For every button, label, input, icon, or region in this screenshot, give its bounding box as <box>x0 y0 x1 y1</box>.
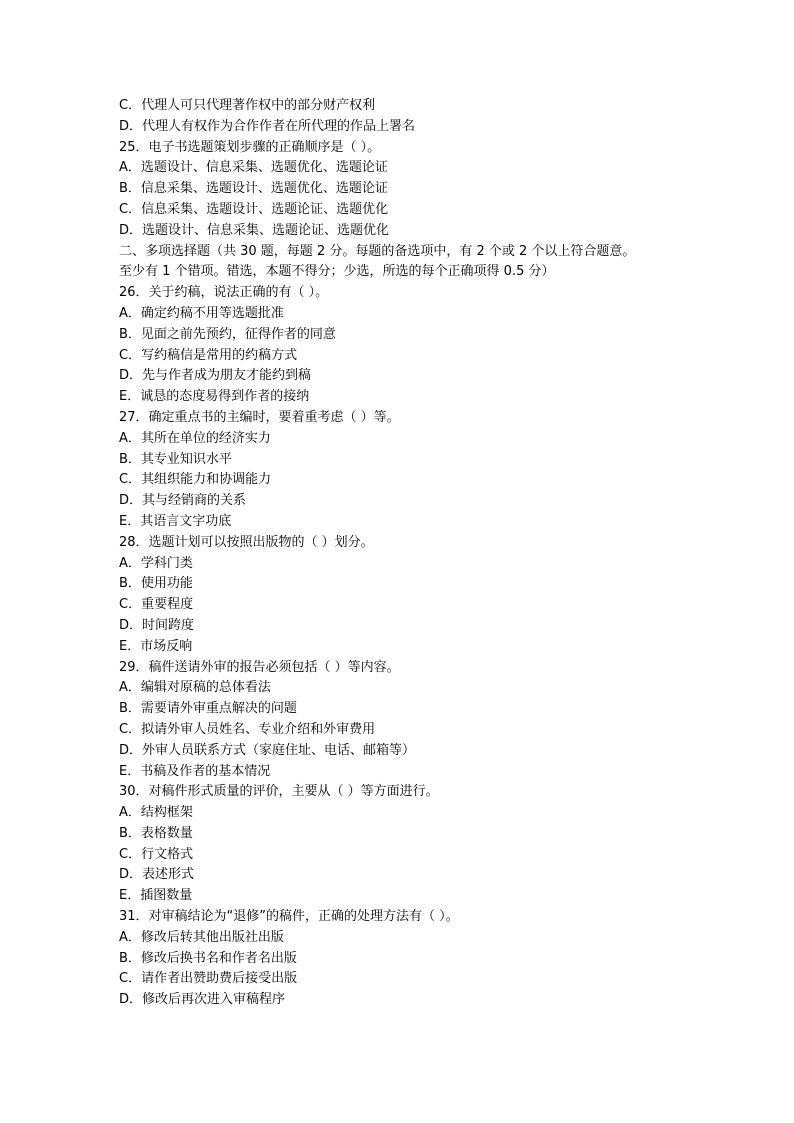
option-e: E．插图数量 <box>119 888 193 904</box>
option-b: B．见面之前先预约，征得作者的同意 <box>119 326 336 342</box>
option-a: A．选题设计、信息采集、选题优化、选题论证 <box>119 160 388 176</box>
option-c: C．行文格式 <box>119 846 194 862</box>
option-d: D．其与经销商的关系 <box>119 493 247 509</box>
question-31: 31．对审稿结论为“退修”的稿件，正确的处理方法有（ ）。 <box>119 909 459 925</box>
option-b: B．表格数量 <box>119 825 193 841</box>
document-page <box>119 96 719 1011</box>
option-c: C．其组织能力和协调能力 <box>119 472 272 488</box>
option-a: A．学科门类 <box>119 555 193 571</box>
option-a: A．编辑对原稿的总体看法 <box>119 680 271 696</box>
option-b: B．需要请外审重点解决的问题 <box>119 701 297 717</box>
option-c: C．请作者出赞助费后接受出版 <box>119 971 298 987</box>
option-d: D．修改后再次进入审稿程序 <box>119 992 286 1008</box>
option-d: D．外审人员联系方式（家庭住址、电话、邮箱等） <box>119 742 416 758</box>
option-b: B．使用功能 <box>119 576 193 592</box>
option-c: C．拟请外审人员姓名、专业介绍和外审费用 <box>119 721 376 737</box>
option-b: B．其专业知识水平 <box>119 451 232 467</box>
section-heading-cont: 至少有 1 个错项。错选，本题不得分；少选，所选的每个正确项得 0.5 分） <box>119 264 555 280</box>
option-e: E．书稿及作者的基本情况 <box>119 763 271 779</box>
section-heading: 二、多项选择题（共 30 题，每题 2 分。每题的备选项中，有 2 个或 2 个以上符合题意。 <box>119 243 636 259</box>
option-a: A．其所在单位的经济实力 <box>119 430 271 446</box>
option-a: A．结构框架 <box>119 805 193 821</box>
option-a: A．确定约稿不用等选题批准 <box>119 305 284 321</box>
option-c: C．重要程度 <box>119 597 194 613</box>
question-29: 29．稿件送请外审的报告必须包括（ ）等内容。 <box>119 659 400 675</box>
question-28: 28．选题计划可以按照出版物的（ ）划分。 <box>119 534 374 550</box>
option-d: D．表述形式 <box>119 867 195 883</box>
question-27: 27．确定重点书的主编时，要着重考虑（ ）等。 <box>119 409 400 425</box>
option-e: E．其语言文字功底 <box>119 513 232 529</box>
option-d: D．先与作者成为朋友才能约到稿 <box>119 368 312 384</box>
question-30: 30．对稿件形式质量的评价，主要从（ ）等方面进行。 <box>119 784 439 800</box>
option-e: E．诚恳的态度易得到作者的接纳 <box>119 389 310 405</box>
option-d: D．选题设计、信息采集、选题论证、选题优化 <box>119 222 390 238</box>
option-d: D．时间跨度 <box>119 617 195 633</box>
option-a: A．修改后转其他出版社出版 <box>119 929 284 945</box>
option-e: E．市场反响 <box>119 638 193 654</box>
question-26: 26．关于约稿，说法正确的有（ ）。 <box>119 285 329 301</box>
question-25: 25．电子书选题策划步骤的正确顺序是（ ）。 <box>119 139 381 155</box>
option-b: B．修改后换书名和作者名出版 <box>119 950 297 966</box>
option-c: C．写约稿信是常用的约稿方式 <box>119 347 298 363</box>
text-line: C．代理人可只代理著作权中的部分财产权利 <box>119 98 376 113</box>
option-b: B．信息采集、选题设计、选题优化、选题论证 <box>119 181 388 197</box>
option-c: C．信息采集、选题设计、选题论证、选题优化 <box>119 201 389 217</box>
text-line: D．代理人有权作为合作作者在所代理的作品上署名 <box>119 118 416 134</box>
